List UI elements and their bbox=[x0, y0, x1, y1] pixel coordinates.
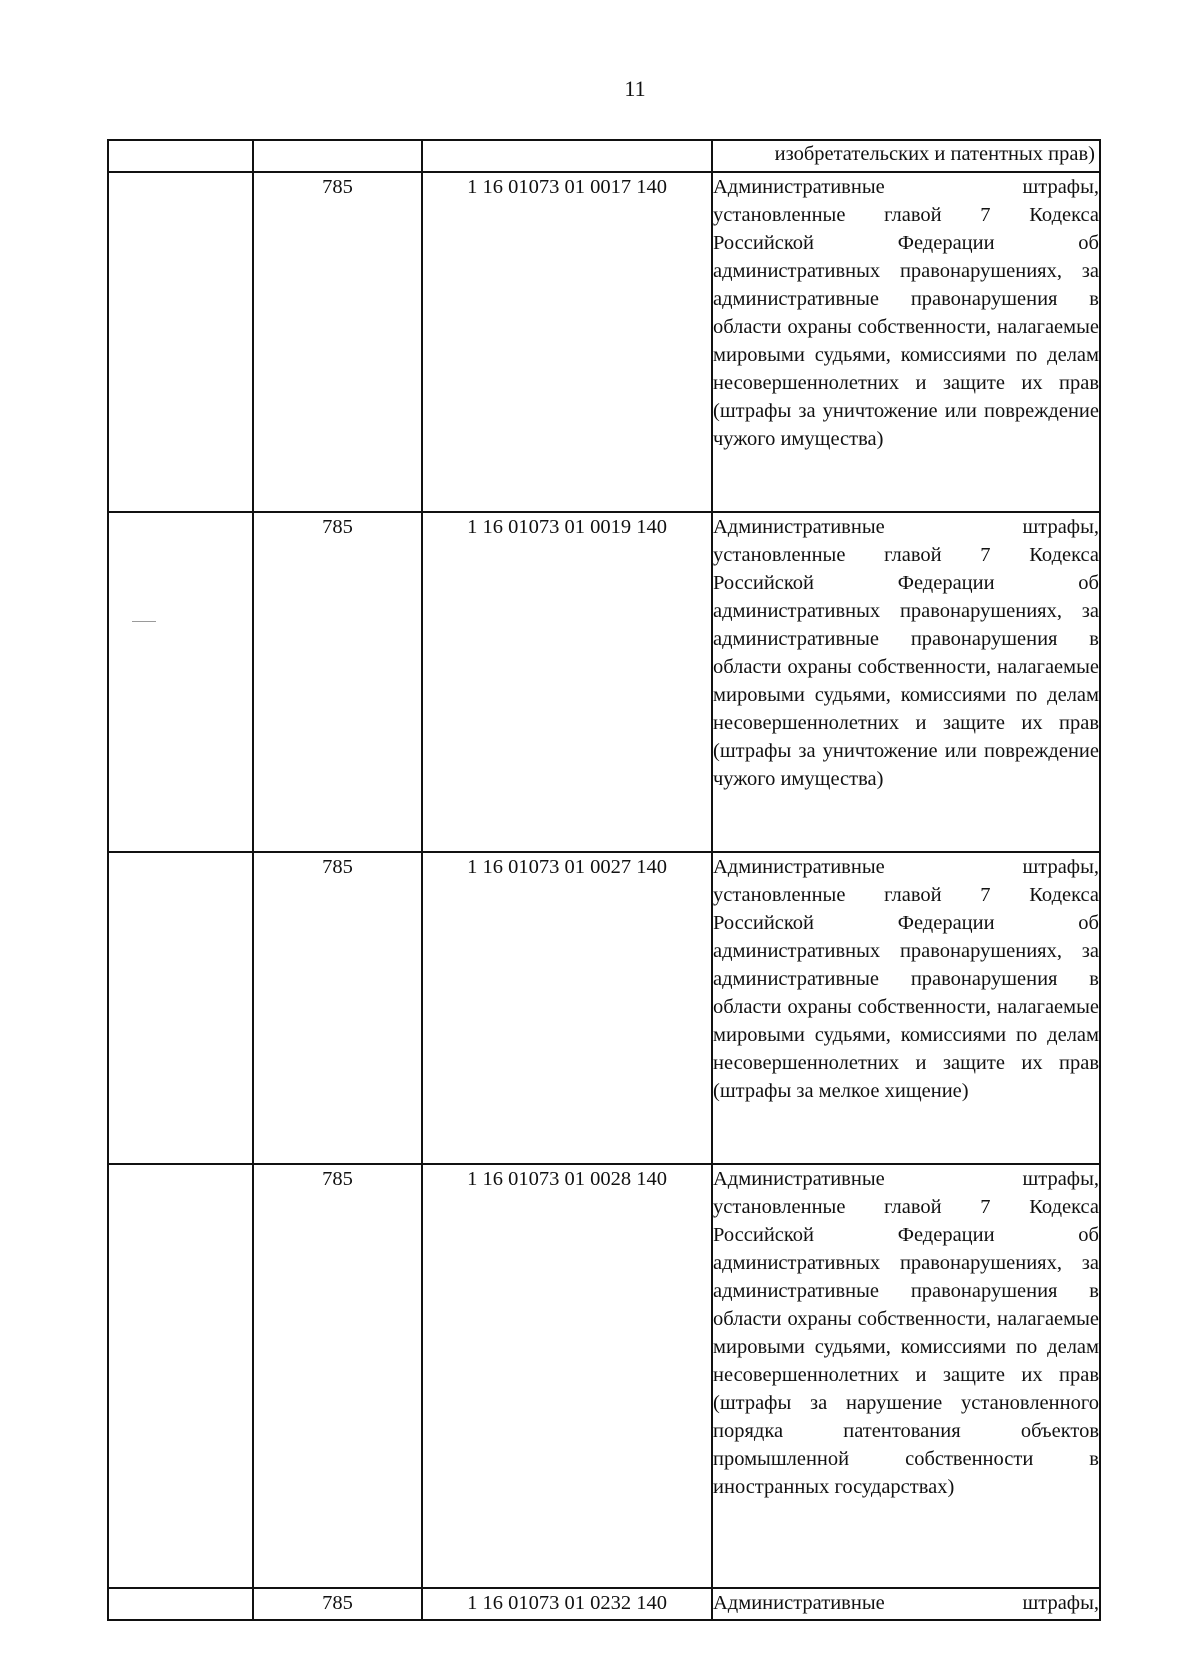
admin-code-cell: 785 bbox=[253, 852, 422, 1164]
description-cell bbox=[712, 172, 1100, 512]
page-number: 11 bbox=[624, 76, 646, 101]
table-row bbox=[108, 1164, 1100, 1588]
blank-cell bbox=[422, 140, 712, 172]
kbk-code-cell: 1 16 01073 01 0027 140 bbox=[422, 852, 712, 1164]
table-row bbox=[108, 1588, 1100, 1620]
admin-code-cell: 785 bbox=[253, 512, 422, 852]
blank-cell bbox=[108, 140, 253, 172]
description-cell bbox=[712, 1588, 1100, 1620]
description-cell bbox=[712, 512, 1100, 852]
kbk-code-cell: 1 16 01073 01 0017 140 bbox=[422, 172, 712, 512]
blank-cell bbox=[108, 1588, 253, 1620]
admin-code-cell: 785 bbox=[253, 1164, 422, 1588]
blank-cell bbox=[108, 172, 253, 512]
description-text: Административные штрафы, установленные главой 7 Кодекса Российской Федерации об административных правонарушениях, за административные правонарушения в области охраны собственности, налагаемые мировыми судьями, комиссиями по делам несовершеннолетних и защите их прав (штрафы за нарушение установленного порядка патентования объектов промышленной собственности в иностранных государствах) bbox=[713, 1168, 1099, 1498]
continuation-text: изобретательских и патентных прав) bbox=[774, 143, 1095, 165]
description-text: Административные штрафы, установленные главой 7 Кодекса Российской Федерации об административных правонарушениях, за административные правонарушения в области охраны собственности, налагаемые мировыми судьями, комиссиями по делам несовершеннолетних и защите их прав (штрафы за уничтожение или повреждение чужого имущества) bbox=[713, 516, 1099, 790]
blank-cell bbox=[108, 1164, 253, 1588]
description-cell bbox=[712, 1164, 1100, 1588]
table-row bbox=[108, 172, 1100, 512]
description-text: Административные штрафы, bbox=[713, 1592, 1099, 1614]
description-cell bbox=[712, 140, 1100, 172]
table-row-continuation bbox=[108, 140, 1100, 172]
table-row bbox=[108, 852, 1100, 1164]
description-cell bbox=[712, 852, 1100, 1164]
fines-table bbox=[107, 139, 1101, 1621]
kbk-code-cell: 1 16 01073 01 0232 140 bbox=[422, 1588, 712, 1620]
description-text: Административные штрафы, установленные главой 7 Кодекса Российской Федерации об административных правонарушениях, за административные правонарушения в области охраны собственности, налагаемые мировыми судьями, комиссиями по делам несовершеннолетних и защите их прав (штрафы за мелкое хищение) bbox=[713, 856, 1099, 1102]
kbk-code-cell: 1 16 01073 01 0028 140 bbox=[422, 1164, 712, 1588]
description-text: Административные штрафы, установленные главой 7 Кодекса Российской Федерации об административных правонарушениях, за административные правонарушения в области охраны собственности, налагаемые мировыми судьями, комиссиями по делам несовершеннолетних и защите их прав (штрафы за уничтожение или повреждение чужого имущества) bbox=[713, 176, 1099, 450]
admin-code-cell: 785 bbox=[253, 172, 422, 512]
blank-cell bbox=[253, 140, 422, 172]
admin-code-cell: 785 bbox=[253, 1588, 422, 1620]
table-row bbox=[108, 512, 1100, 852]
kbk-code-cell: 1 16 01073 01 0019 140 bbox=[422, 512, 712, 852]
blank-cell bbox=[108, 512, 253, 852]
blank-cell bbox=[108, 852, 253, 1164]
